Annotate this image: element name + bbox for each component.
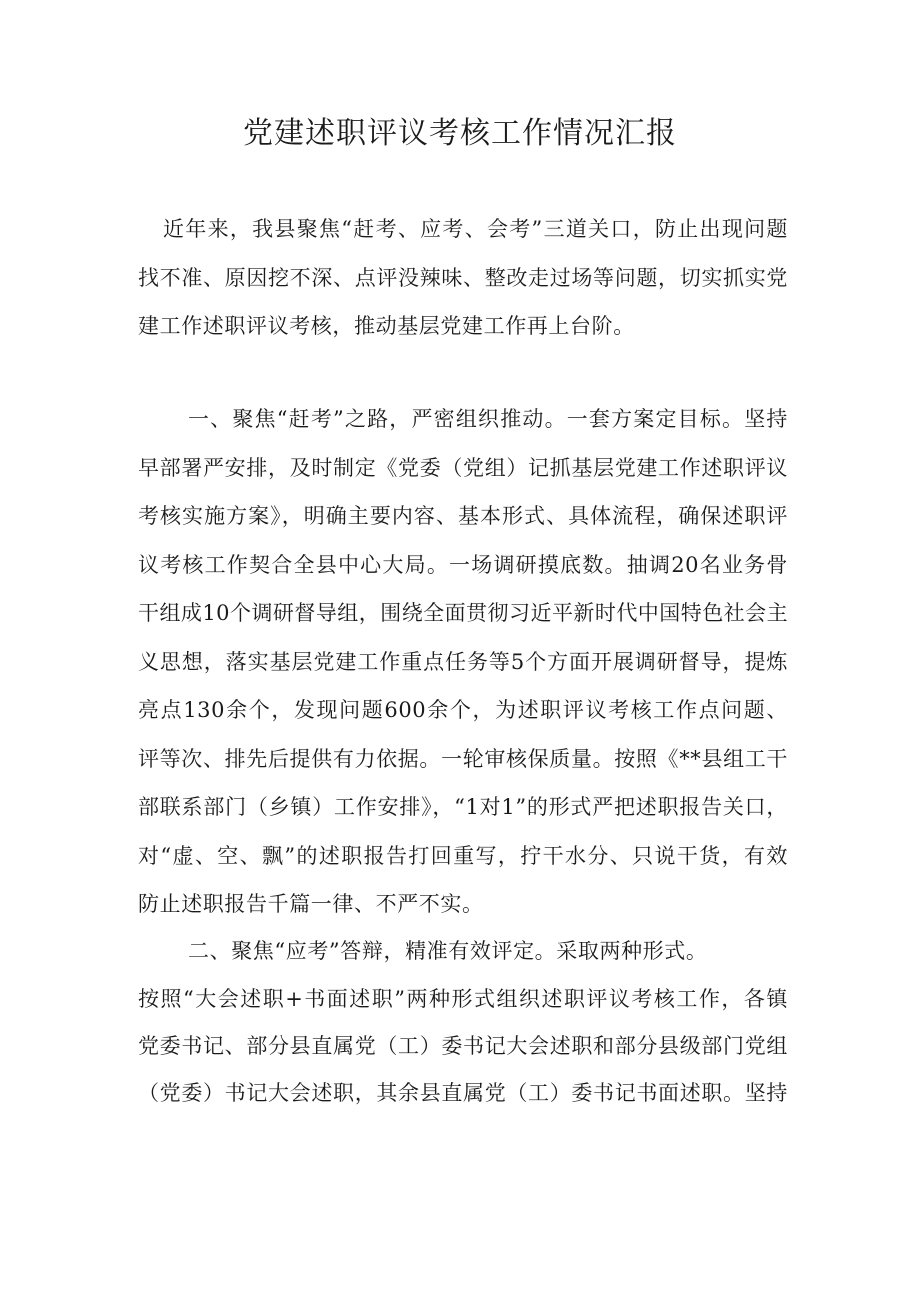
section1-line-3: 考核实施方案》，明确主要内容、基本形式、具体流程，确保述职评: [138, 504, 788, 528]
section2-line-3: 党委书记、部分县直属党（工）委书记大会述职和部分县级部门党组: [138, 1034, 788, 1058]
section1-line-2: 早部署严安排，及时制定《党委（党组）记抓基层党建工作述职评议: [138, 456, 788, 480]
section1-line-11: 防止述职报告千篇一律、不严不实。: [138, 892, 484, 916]
document-title: 党建述职评议考核工作情况汇报: [243, 116, 677, 151]
section1-line-4: 议考核工作契合全县中心大局。一场调研摸底数。抽调20名业务骨: [138, 553, 788, 577]
section1-line-10: 对“虚、空、飘”的述职报告打回重写，拧干水分、只说干货，有效: [138, 844, 788, 868]
section1-line-5: 干组成10个调研督导组，围绕全面贯彻习近平新时代中国特色社会主: [138, 601, 788, 625]
intro-line-3: 建工作述职评议考核，推动基层党建工作再上台阶。: [138, 314, 635, 338]
section1-line-9: 部联系部门（乡镇）工作安排》，“1对1”的形式严把述职报告关口，: [138, 795, 788, 819]
section2-line-2: 按照“大会述职+书面述职”两种形式组织述职评议考核工作，各镇: [138, 987, 788, 1011]
section2-line-1: 二、聚焦“应考”答辩，精准有效评定。采取两种形式。: [188, 939, 708, 963]
section1-line-1: 一、聚焦“赶考”之路，严密组织推动。一套方案定目标。坚持: [188, 407, 788, 431]
intro-line-1: 近年来，我县聚焦“赶考、应考、会考”三道关口，防止出现问题: [163, 217, 788, 241]
section1-line-6: 义思想，落实基层党建工作重点任务等5个方面开展调研督导，提炼: [138, 650, 788, 674]
section2-line-4: （党委）书记大会述职，其余县直属党（工）委书记书面述职。坚持: [138, 1081, 788, 1105]
section1-line-8: 评等次、排先后提供有力依据。一轮审核保质量。按照《**县组工干: [138, 747, 788, 771]
section1-line-7: 亮点130余个，发现问题600余个，为述职评议考核工作点问题、: [138, 698, 788, 722]
intro-line-2: 找不准、原因挖不深、点评没辣味、整改走过场等问题，切实抓实党: [138, 266, 788, 290]
